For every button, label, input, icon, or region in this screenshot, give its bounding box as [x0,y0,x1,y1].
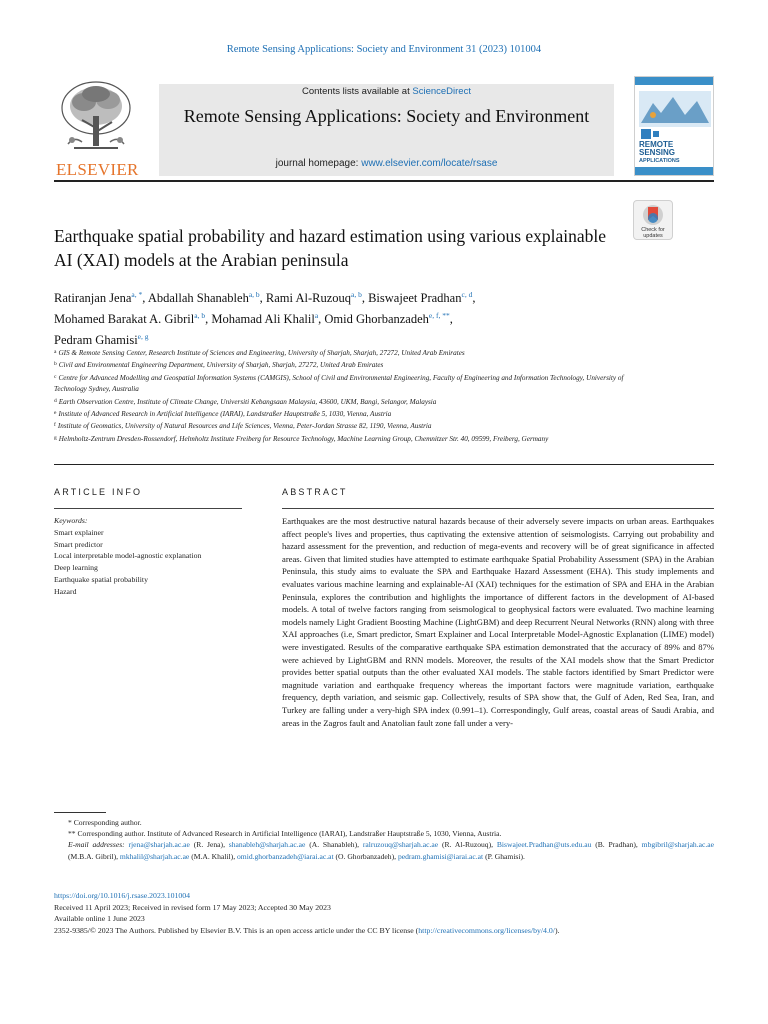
affiliation-item [54,420,654,432]
affiliation-list [54,347,654,445]
affiliation-key: g [54,434,57,441]
journal-homepage-link[interactable]: www.elsevier.com/locate/rsase [361,158,498,169]
author[interactable] [148,291,260,305]
author-name: Pedram Ghamisi [54,333,138,347]
cover-title [639,141,680,165]
corresponding-author-note: * Corresponding author. [68,818,142,827]
sciencedirect-link[interactable]: ScienceDirect [412,86,471,97]
affiliation-text: Helmholtz-Zentrum Dresden-Rossendorf, Helmholtz Institute Freiberg for Resource Technology, Machine Learning Group, Chemnitzer Str. 40, 09599, Freiberg, Germany [58,434,549,443]
email-owner: (P. Ghamisi). [485,851,525,861]
affiliation-text: Civil and Environmental Engineering Department, University of Sharjah, Sharjah, 27272, United Arab Emirates [58,361,384,370]
affiliation-text: Centre for Advanced Modelling and Geospatial Information Systems (CAMGIS), School of Civil and Environmental Engineering, Faculty of Engineering and Information Technology, University of Technology Sydney, Australia [54,373,624,394]
email-link[interactable]: Biswajeet.Pradhan@uts.edu.au [496,840,592,850]
email-owner: (B. Pradhan), [595,840,638,850]
author-name: Omid Ghorbanzadeh [324,312,429,326]
author-affiliation-marker[interactable]: a [314,311,319,320]
affiliation-key: a [54,349,57,355]
keyword-item[interactable]: Local interpretable model-agnostic explanation [54,551,202,561]
email-owner: (O. Ghorbanzadeh), [335,851,397,861]
license-text: 2352-9385/© 2023 The Authors. Published by Elsevier B.V. This is an open access article under the CC BY license ( [54,925,419,935]
cover-line-2: SENSING [639,148,676,157]
homepage-line [159,158,614,169]
author[interactable] [324,312,449,326]
author[interactable] [54,291,142,305]
affiliation-key: b [54,361,57,368]
author[interactable] [368,291,472,305]
author-affiliation-marker[interactable]: a, b [194,311,206,320]
affiliation-item [54,347,654,359]
email-link[interactable]: rjena@sharjah.ac.ae [128,840,190,850]
cover-line-1: REMOTE [639,140,674,149]
affiliation-item [54,408,654,420]
header-divider [54,180,714,182]
email-link[interactable]: mkhalil@sharjah.ac.ae [119,851,190,861]
author-name: Biswajeet Pradhan [368,291,462,305]
journal-banner [159,84,614,176]
keyword-item[interactable]: Hazard [54,586,77,596]
elsevier-wordmark[interactable]: ELSEVIER [56,160,139,179]
author-name: Mohamed Barakat A. Gibril [54,312,195,326]
author-list: Ratiranjan Jena$^{a, *}$, Abdallah Shanableh$^{a, b}$, Rami Al-Ruzouq$^{a, b}$, Biswajeet Pradhan$^{c, d}$, Mohamed Barakat A. Gibril$^{a, b}$, Mohamad Ali Khalil$^a$, Omid Ghorbanzadeh$^{e, f, **}$, Pedram Ghamisi$^{e, g}$ [54,290,476,347]
email-label: E-mail addresses: [68,840,125,850]
author-affiliation-marker[interactable]: a, b [248,290,260,299]
email-owner: (R. Jena), [193,840,225,850]
crossmark-label [634,227,672,239]
corresponding-author-note-2: ** Corresponding author. Institute of Advanced Research in Artificial Intelligence (IARAI), Landstraßer Hauptstraße 5, 1030, Vienna, Austria. [68,829,502,839]
journal-cover-image[interactable] [634,76,714,176]
author-name: Abdallah Shanableh [147,291,249,305]
author[interactable] [211,312,318,326]
keywords-block [54,515,254,598]
author[interactable] [54,333,149,347]
author-affiliation-marker[interactable]: e, g [137,332,149,341]
affiliation-key: f [54,422,56,429]
affiliation-item [54,359,654,371]
email-link[interactable]: ralruzouq@sharjah.ac.ae [362,840,439,850]
footnotes [54,817,714,862]
affiliation-key: d [54,397,57,404]
email-owner: (M.A. Khalil), [191,851,236,861]
section-divider [54,464,714,465]
affiliation-text: Institute of Advanced Research in Artificial Intelligence (IARAI), Landstraßer Hauptstraße 5, 1030, Vienna, Austria [58,410,392,419]
crossmark-line1: Check for [641,227,665,233]
received-dates: Received 11 April 2023; Received in revised form 17 May 2023; Accepted 30 May 2023 [54,902,331,912]
affiliation-key: c [54,373,57,380]
email-owner: (R. Al-Ruzouq), [441,840,494,850]
keyword-item[interactable]: Deep learning [54,563,98,573]
email-link[interactable]: mbgibril@sharjah.ac.ae [641,840,715,850]
affiliation-text: GIS & Remote Sensing Center, Research Institute of Sciences and Engineering, University of Sharjah, Sharjah, 27272, United Arab Emirates [58,349,465,357]
license-link[interactable]: http://creativecommons.org/licenses/by/4.0/ [418,925,555,935]
author-affiliation-marker[interactable]: e, f, ** [428,311,450,320]
keyword-item[interactable]: Smart predictor [54,539,103,549]
crossmark-line2: updates [643,233,663,239]
author[interactable] [266,291,362,305]
homepage-prefix: journal homepage: [275,158,362,169]
check-for-updates-button[interactable] [633,200,673,240]
contents-prefix: Contents lists available at [302,86,413,97]
abstract-divider [282,508,714,509]
journal-title: Remote Sensing Applications: Society and Environment [183,106,590,126]
article-title: Earthquake spatial probability and hazard estimation using various explainable AI (XAI) models at the Arabian peninsula [54,226,607,270]
email-addresses [54,839,714,861]
elsevier-logo [54,76,138,180]
abstract-text: Earthquakes are the most destructive natural hazards because of their adversely severe impacts on urban areas. Earthquakes affect people's lives and properties, thus captivating the extensive attention of seismologists. Carrying out probability and hazard assessment for the prevention, and reduction of mega-events and recovery will be of great significance in affected areas. Given that limited studies have attempted to estimate earthquake Spatial Probability Assessment (SPA) in the Arabian Peninsula, this study aims to evaluate the SPA and Earthquake Hazard Assessment (EHA). This study implements and evaluates various machine learning and explainable-AI (XAI) techniques for the estimation of SPA and EHA in the Arabian Peninsula, explores the contribution and highlights the importance of different factors in the development of AI-based models. A total of twelve factors ranging from seismological to geophysical factors were evaluated. Two machine learning models namely Light Gradient Boosting Machine (LightGBM) and deep Recurrent Neural Networks (RNN) along with three XAI approaches (i.e, Smart predictor, Smart Explainer and Local Interpretable Model-Agnostic Explanation (LIME) model) were investigated. Results of the comparative earthquake SPA estimation demonstrated that the accuracy of 89% and 87% were achieved by LightGBM and RNN models. Moreover, the results of the XAI models show that the Smart Predictor provides better spatial outputs than the other evaluated XAI models. The stable factors identified by Smart Predictor were magnitude variation and earthquake frequency whereas the important factors were magnitude variation, earthquake frequency, depth variation, and seismic gap. Collectively, results of SPA show that, the Gulf of Aden, Red Sea, Iran, and Turkey are falling under a very-high SPA index (0.991–1). Correspondingly, Gulf areas, coastal areas of Saudi Arabia, and areas in the Zagros fault and Anatolian fault zone fall under a very- [282,516,714,728]
journal-citation-link[interactable]: Remote Sensing Applications: Society and Environment 31 (2023) 101004 [226,44,542,55]
article-info-divider [54,508,242,509]
journal-header [54,76,714,180]
email-link[interactable]: omid.ghorbanzadeh@iarai.ac.at [237,851,334,861]
affiliation-key: e [54,410,57,417]
available-online-date: Available online 1 June 2023 [54,914,145,924]
affiliation-text: Earth Observation Centre, Institute of Climate Change, Universiti Kebangsaan Malaysia, 43600, UKM, Bangi, Selangor, Malaysia [58,397,437,406]
license-statement [54,925,714,937]
keyword-item[interactable]: Earthquake spatial probability [54,574,148,584]
cover-line-3: APPLICATIONS [639,158,680,164]
author-name: Ratiranjan Jena [54,291,132,305]
author-affiliation-marker[interactable]: a, * [131,290,143,299]
email-owner: (M.B.A. Gibril), [68,851,118,861]
author-affiliation-marker[interactable]: a, b [351,290,362,299]
keyword-item[interactable]: Smart explainer [54,527,104,537]
author-affiliation-marker[interactable]: c, d [461,290,473,299]
doi-link[interactable]: https://doi.org/10.1016/j.rsase.2023.101004 [54,891,191,900]
email-link[interactable]: shanableh@sharjah.ac.ae [228,840,306,850]
affiliation-item [54,433,654,445]
author-name: Rami Al-Ruzouq [265,291,351,305]
footnote-divider [54,812,106,813]
publication-info [54,890,714,936]
contents-line [159,86,614,97]
elsevier-tree-icon [54,76,138,162]
email-owner: (A. Shanableh), [309,840,359,850]
author[interactable] [54,312,205,326]
keywords-label: Keywords: [54,516,88,525]
article-info-heading: ARTICLE INFO [54,487,143,497]
license-text-end: ). [554,925,560,935]
abstract-heading: ABSTRACT [282,487,348,497]
affiliation-item [54,396,654,408]
affiliation-text: Institute of Geomatics, University of Natural Resources and Life Sciences, Vienna, Peter-Jordan Strasse 82, 1190, Vienna, Austria [57,422,432,431]
crossmark-icon [641,203,665,227]
affiliation-item [54,372,654,396]
email-link[interactable]: pedram.ghamisi@iarai.ac.at [397,851,484,861]
author-name: Mohamad Ali Khalil [211,312,315,326]
